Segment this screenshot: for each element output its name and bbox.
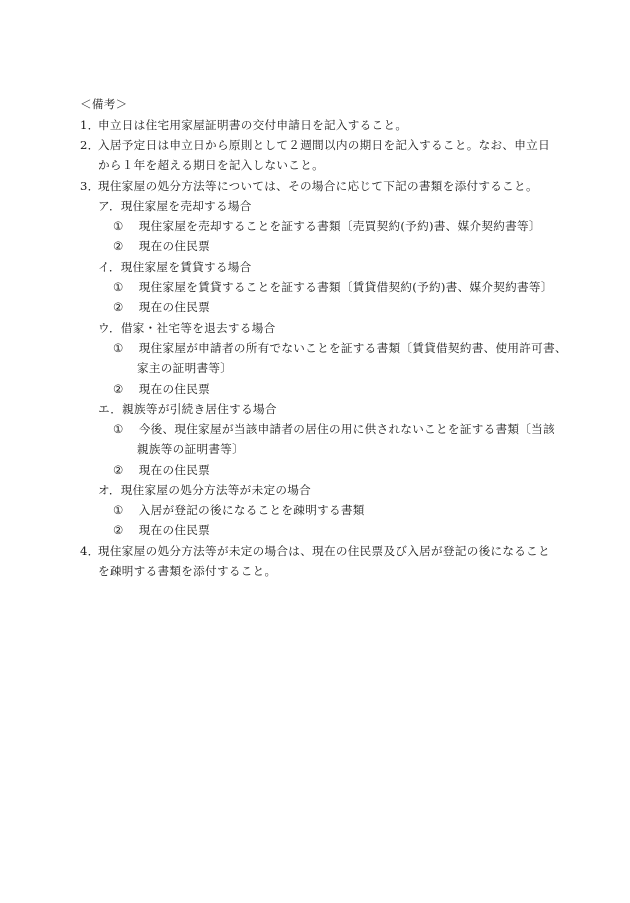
doc-mark: ① [113,219,124,233]
doc-text-continued: 親族等の証明書等〕 [137,442,245,456]
note-item-number: 1． [80,118,100,132]
note-item-text: 申立日は住宅用家屋証明書の交付申請日を記入すること。 [98,118,408,132]
note-item-number: 2． [80,138,100,152]
case-heading: エ．親族等が引続き居住する場合 [98,402,277,416]
note-item-2 [80,137,550,153]
note-item-text: 入居予定日は申立日から原則として２週間以内の期日を記入すること。なお、申立日 [98,138,550,152]
case-doc [113,218,541,234]
case-heading: イ．現住家屋を賃貸する場合 [98,260,252,274]
case-doc [113,502,365,518]
doc-text: 現在の住民票 [138,463,211,477]
doc-mark: ② [113,300,124,314]
case-heading: ア．現住家屋を売却する場合 [98,199,252,213]
case-doc [113,381,210,397]
doc-text: 現在の住民票 [138,382,211,396]
note-item-1 [80,117,407,133]
note-item-number: 4． [80,544,100,558]
doc-text: 入居が登記の後になることを疎明する書類 [138,503,365,517]
doc-mark: ① [113,341,124,355]
doc-mark: ② [113,382,124,396]
case-doc [113,462,210,478]
doc-text: 今後、現住家屋が当該申請者の居住の用に供されないことを証する書類〔当該 [138,422,555,436]
doc-text: 現在の住民票 [138,300,211,314]
doc-mark: ① [113,422,124,436]
doc-mark: ② [113,463,124,477]
case-doc [113,279,553,295]
doc-mark: ① [113,503,124,517]
doc-text: 現在の住民票 [138,523,211,537]
case-doc [113,238,210,254]
case-doc [113,340,567,356]
note-item-text: 現住家屋の処分方法等が未定の場合は、現在の住民票及び入居が登記の後になること [98,544,550,558]
note-item-text-continued: から１年を超える期日を記入しないこと。 [98,158,324,172]
notes-heading: ＜備考＞ [80,97,128,111]
note-item-number: 3． [80,179,100,193]
case-doc [113,299,210,315]
case-heading: オ．現住家屋の処分方法等が未定の場合 [98,483,312,497]
doc-mark: ① [113,280,124,294]
doc-mark: ② [113,523,124,537]
doc-mark: ② [113,239,124,253]
doc-text: 現住家屋が申請者の所有でないことを証する書類〔賃貸借契約書、使用許可書、 [138,341,567,355]
note-item-3 [80,178,538,194]
note-item-text: 現住家屋の処分方法等については、その場合に応じて下記の書類を添付すること。 [98,179,538,193]
doc-text: 現在の住民票 [138,239,211,253]
case-doc [113,421,555,437]
case-doc [113,522,210,538]
case-heading: ウ．借家・社宅等を退去する場合 [98,321,276,335]
note-item-text-continued: を疎明する書類を添付すること。 [98,564,277,578]
doc-text-continued: 家主の証明書等〕 [137,361,233,375]
note-item-4 [80,543,550,559]
doc-text: 現住家屋を売却することを証する書類〔売買契約(予約)書、媒介契約書等〕 [138,219,541,233]
doc-text: 現住家屋を賃貸することを証する書類〔賃貸借契約(予約)書、媒介契約書等〕 [138,280,553,294]
